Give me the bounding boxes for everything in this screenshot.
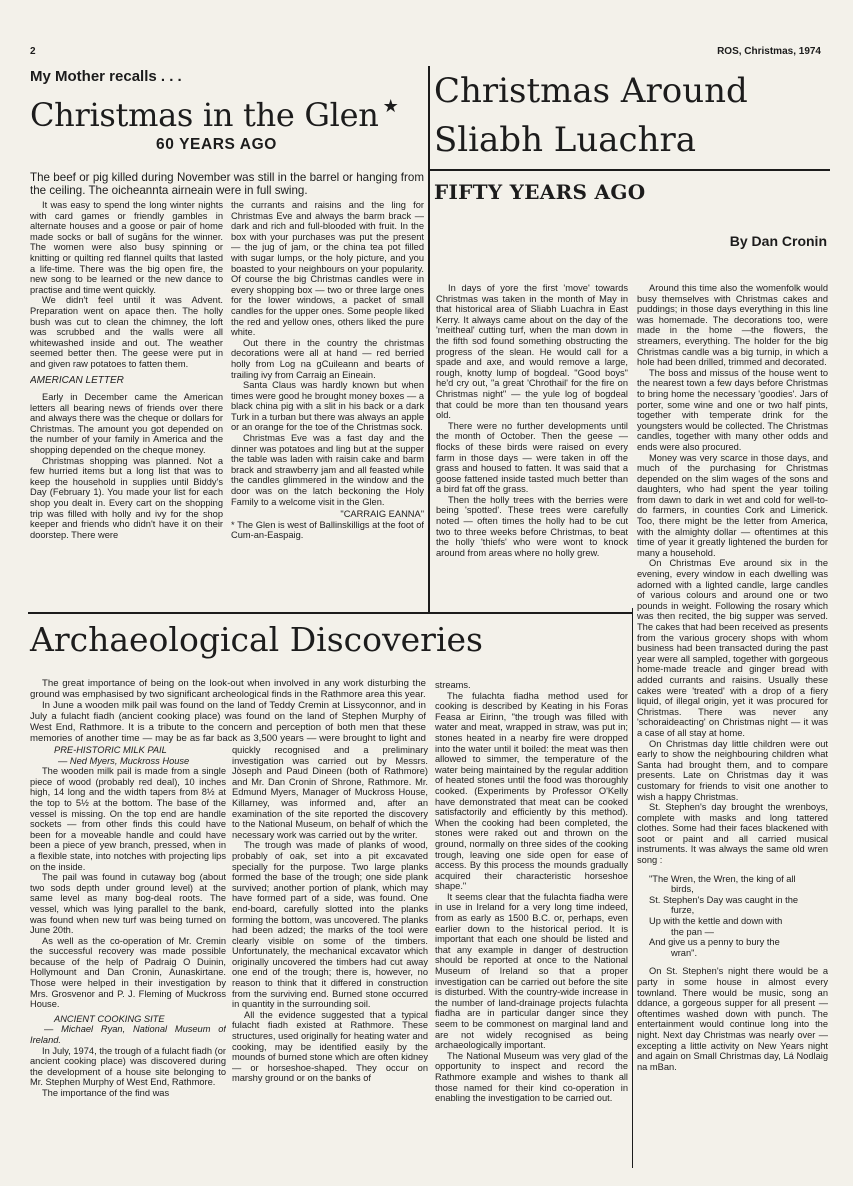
- paragraph: The pail was found in cutaway bog (about two sods depth under ground level) at the same level as many bog-deal roots. The vessel, which was lying parallel to the bank, was found when new turf was being turned on June 20th.: [30, 872, 226, 936]
- article3-column-3: [435, 680, 628, 1172]
- article3-column-2: [232, 745, 428, 1173]
- source-credit: — Michael Ryan, National Museum of Ireland.: [30, 1024, 226, 1046]
- article2-subtitle: FIFTY YEARS AGO: [434, 180, 646, 204]
- poem-line: wran".: [671, 947, 698, 958]
- footnote: * The Glen is west of Ballinskilligs at the foot of Cum-an-Easpaig.: [231, 519, 424, 541]
- wren-song: [637, 874, 828, 959]
- article3-intro: [30, 679, 426, 743]
- paragraph: The fulachta fiadha method used for cooking is described by Keating in his Foras Feasa ar Eirinn, "the trough was filled with water and meat, wrapped in straw, was put in; stones heated in a nearby fire were dropped into the water until it boiled: the meat was then allowed to simmer, the temperature of the water being maintained by the regular addition of heated stones until the food was thoroughly cooked. (Experiments by Professor O'Kelly have demonstrated that meat can be cooked satisfactorily and efficiently by this method). When the cooking had been completed, the stones were raked out and thrown on the ground, normally on three sides of the cooking trough, leaving one side open for ease of access. By this process the mounds gradually acquired their characteristic horseshoe shape.": [435, 690, 628, 892]
- paragraph: Santa Claus was hardly known but when times were good he brought money boxes — a black china pig with a slit in his back or a dark Turk in a turban but there was always an apple or an orange for the toe of the Christmas sock.: [231, 380, 424, 433]
- paragraph: Money was very scarce in those days, and much of the purchasing for Christmas depended on the slim wages of the sons and daughters, who had spent the year toiling from dawn to dark in wet and cold for well-to-do farmers, in counties Cork and Limerick. Too, there might be the letter from America, with the almighty dollar — oftentimes at this time of year it greatly lightened the burden for many a household.: [637, 452, 828, 558]
- article2-column-2: [637, 283, 828, 1171]
- article1-kicker: My Mother recalls . . .: [30, 68, 182, 85]
- article1-subtitle: 60 YEARS AGO: [156, 136, 277, 153]
- article3-column-1: [30, 745, 226, 1173]
- poem-line: furze,: [671, 905, 695, 916]
- column-rule: [428, 66, 430, 612]
- paragraph: Around this time also the womenfolk would busy themselves with Christmas cakes and puddings; in those days everything in this line was homemade. The decorations too, were made in the home —the flowers, the streamers, everything. The holder for the big Christmas candle was a big turnip, in which a hole had been drilled, trimmed and decorated.: [637, 283, 828, 368]
- publication-info: ROS, Christmas, 1974: [717, 46, 821, 57]
- subheading-milk-pail: PRE-HISTORIC MILK PAIL: [54, 745, 167, 755]
- poem-line: And give us a penny to bury the: [649, 937, 780, 948]
- section-rule: [28, 612, 633, 614]
- paragraph: It was easy to spend the long winter nights with card games or friendly gambles in alternate houses and a goose or pair of home made socks or ball of sugāns for the winner. The women were also busy spinning or knitting or quilting red flannel quilts that lasted a life-time. There was the big open fire, the new song to be learned or the new dance to practise and time went quickly.: [30, 200, 223, 295]
- poem-line: Up with the kettle and down with: [649, 916, 783, 927]
- paragraph: quickly recognised and a preliminary investigation was carried out by Messrs. Jòseph and Paud Dineen (both of Rathmore) and Mr. Dan Cronin of Shrone, Rathmore. Mr. Edmund Myers, Manager of Muckross House, Killarney, was informed and, after an examination of the site reported the discovery to the National Museum, on behalf of which the necessary work was carried out by the writer.: [232, 745, 428, 840]
- paragraph: The boss and missus of the house went to the nearest town a few days before Christmas to bring home the necessary 'goodies'. Jars of porter, some wine and one or two half pints, together with temperate drink for the youngsters would be collected. The Christmas candles, together with many other odds and ends were also procured.: [637, 367, 828, 452]
- source-credit: — Ned Myers, Muckross House: [58, 755, 190, 766]
- paragraph: The wooden milk pail is made from a single piece of wood (probably red deal), 10 inches high, 14 long and the width tapers from 8½ at the top to 5½ at the bottom. The base of the vessel is missing. On the top end are handle sockets — from other finds this could have been for a moveable handle and could have been a piece of yew branch, pressed, when in a flexible state, into notches with projecting lips on the inside.: [30, 766, 226, 872]
- column-rule: [632, 608, 633, 1168]
- paragraph: streams.: [435, 680, 471, 690]
- article2-column-1: [436, 283, 628, 609]
- paragraph: All the evidence suggested that a typical fulacht fiadh existed at Rathmore. These structures, used originally for heating water and cooking, may be identified easily by the mounds of burned stone which are often kidney — or horseshoe-shaped. They occur on marshy ground or on the banks of: [232, 1009, 428, 1084]
- article1-title-text: Christmas in the Glen: [30, 96, 379, 134]
- subheading-american-letter: AMERICAN LETTER: [30, 374, 124, 386]
- paragraph: In July, 1974, the trough of a fulacht fiadh (or ancient cooking place) was discovered during the development of a house site belonging to Mr. Stephen Murphy of West End, Rathmore.: [30, 1045, 226, 1088]
- article2-title-line-1: Christmas Around: [434, 71, 748, 111]
- article2-title-line-2: Sliabh Luachra: [434, 120, 696, 160]
- poem-line: the pan —: [671, 926, 714, 937]
- paragraph: On St. Stephen's night there would be a party in some house in almost every townland. There would be music, song an ddance, a gorgeous supper for all present — oftentimes washed down with punch. The entertainment would continue long into the night. Next day Christmas was nearly over — excepting a little activity on New Years night and again on Small Christmas day, Lá Nodlaig na mBan.: [637, 966, 828, 1072]
- paragraph: the currants and raisins and the ling for Christmas Eve and always the barm brack — dark and rich and full-blooded with fruit. In the box with your purchases was put the present — the jug of jam, or the china tea pot filled with sugar lumps, or the holy picture, and you boasted to your neighbours on your popularity. Of course the big Christmas candles were in every shopping box — two or three large ones for the lower windows, a packet of small candles for the upper ones. Some people liked the red and yellow ones, others liked the pure white.: [231, 200, 424, 338]
- paragraph: In days of yore the first 'move' towards Christmas was taken in the month of May in that historical area of Sliabh Luachra in East Kerry. It always came about on the day of the 'meitheal' cutting turf, when the man down in the fifth sod found something obstructing the progress of the slean. He would call for a spade and axe, and would remove a large, rough, knotty lump of bogdeal. "Good boys" he'd cry out, "a great 'Chrothail' for the fire on Christmas night" — the yule log of bogdeal that could be more than ten thousand years old.: [436, 283, 628, 421]
- poem-line: St. Stephen's Day was caught in the: [649, 894, 799, 905]
- paragraph: The trough was made of planks of wood, probably of oak, set into a pit excavated specially for the purpose. Two large planks formed the base of the trough; one side plank survived; another portion of plank, which may have formed part of a side, was found. One end-board, carefully slotted into the planks forming the bottom, was uncovered. The planks had been adzed; the marks of the tool were clearly visible on some of the timbers. Unfortunately, the mechanical excavator which originally uncovered the timbers had cut away one end of the trough; there is, however, no reason to think that it differed in construction from the surviving end. Burned stone occurred in quantity in the surrounding soil.: [232, 840, 428, 1010]
- article2-byline: By Dan Cronin: [729, 233, 827, 249]
- page-number: 2: [30, 46, 36, 57]
- paragraph: Early in December came the American letters all bearing news of friends over there and always there was the cheque or dollars for Christmas. The amount you got depended on the number of your family in America and the shopping depended on the cheque money.: [30, 392, 223, 456]
- article1-title: [30, 96, 398, 134]
- paragraph: The importance of the find was: [42, 1088, 170, 1098]
- article1-column-1: [30, 200, 223, 608]
- paragraph: It seems clear that the fulachta fiadha were in use in Ireland for a very long time indeed, from as early as 1500 B.C. or, perhaps, even earlier down to the historical period. It is important that each one should be listed and that any example in danger of destruction should be reported at once to the National Museum of Ireland so that a proper investigation can be carried out before the site is disturbed. With the country-wide increase in the number of land-drainage projects fulachta fiadha are in particular danger since they seem to be commonest on marginal land and are not widely recognised as being archaeologically important.: [435, 891, 628, 1051]
- paragraph: In June a wooden milk pail was found on the land of Teddy Cremin at Lissyconnor, and in July a fulacht fiadh (ancient cooking place) was found on the land of Stephen Murphy of West End, Rathmore. It is a tribute to the concern and perception of both men that these memories of another time — may be as far back as 3,500 years — were brought to light and: [30, 699, 426, 743]
- article3-title: Archaeological Discoveries: [30, 620, 483, 659]
- star-icon: ★: [382, 96, 399, 117]
- title-rule: [430, 169, 830, 171]
- paragraph: Then the holly trees with the berries were being 'spotted'. These trees were carefully noted — often times the holly had to be cut two to three weeks before Christmas, to beat the holly 'thiefs' who were wont to knock around from areas where no holly grew.: [436, 494, 628, 558]
- article1-lead: The beef or pig killed during November was still in the barrel or hanging from the ceiling. The oicheannta airneain were in full swing.: [30, 171, 424, 198]
- paragraph: On Christmas day little children were out early to show the neighbouring children what Santa had brought them, and to compare presents. Late on Christmas day it was customary for friends to visit one another to wish a happy Christmas.: [637, 738, 828, 802]
- subheading-cooking-site: ANCIENT COOKING SITE: [54, 1013, 165, 1024]
- paragraph: On Christmas Eve around six in the evening, every window in each dwelling was adorned with a lighted candle, large candles of various colours and around one or two pounds in weight. Following the rosary which was then recited, the big supper was served. The cakes that had been received as presents from the various grocery shops with whom business had been transacted during the past year were all sampled, together with gorgeous home-made treacle and ginger bread with added currants and raisins. Usually these cakes were 'treated' with a drop of a fiery liquid, of illegal origin, yet it was procured for Christmas. There was never any 'schoraideacting' on Christmas night — it was a case of all stay at home.: [637, 558, 828, 738]
- paragraph: Out there in the country the christmas decorations were all at hand — red berried holly from Log na gCuileann and bearts of trailing ivy from Carraig an Eineain.: [231, 337, 424, 380]
- paragraph: As well as the co-operation of Mr. Cremin the successful recovery was made possible because of the help of Padraig O Duinin, Hollymount and Dan Cronin, Aunaskirtane. Those were helped in their investigation by Mrs. Grosvenor and P. J. Fleming of Muckross House.: [30, 935, 226, 1010]
- paragraph: Christmas shopping was planned. Not a few hurried items but a long list that was to keep the household in supplies until Biddy's Day (February 1). You made your list for each shop you dealt in. Every cart on the shopping trip was filled with holly and ivy for the shop keeper and friends who didn't have it on their doorstep. There were: [30, 455, 223, 540]
- paragraph: We didn't feel until it was Advent. Preparation went on apace then. The holly bush was cut to clean the chimney, the loft was scrubbed and the walls were all whitewashed inside and out. The weather seemed better then. The geese were put in and given raw potatoes to fatten them.: [30, 295, 223, 369]
- paragraph: The great importance of being on the look-out when involved in any work disturbing the ground was emphasised by two significant archeological finds in the Rathmore area this year.: [30, 679, 426, 700]
- paragraph: There were no further developments until the month of October. Then the geese — flocks of these birds were raised on every farm in those days — were taken in off the grass and housed to fatten. It was said that a goose fattened inside tasted much better than a bird fat off the grass.: [436, 420, 628, 495]
- paragraph: St. Stephen's day brought the wrenboys, complete with masks and long tattered clothes. Some had their faces blackened with soot or paint and all carried musical instruments. It was always the same old wren song :: [637, 802, 828, 866]
- signature: "CARRAIG EANNA": [340, 509, 424, 520]
- poem-line: "The Wren, the Wren, the king of all: [649, 873, 796, 884]
- poem-line: birds,: [671, 884, 694, 895]
- article1-column-2: [231, 200, 424, 608]
- paragraph: Christmas Eve was a fast day and the dinner was potatoes and ling but at the supper the table was laden with raisin cake and barm brack and strawberry jam and all feasted while the candles glimmered in the window and the door was on the latch beckoning the Holy Family to a welcome visit in the Glen.: [231, 433, 424, 507]
- paragraph: The National Museum was very glad of the opportunity to inspect and record the Rathmore example and wishes to thank all those named for their kind co-operation in enabling the investigation to be carried out.: [435, 1050, 628, 1104]
